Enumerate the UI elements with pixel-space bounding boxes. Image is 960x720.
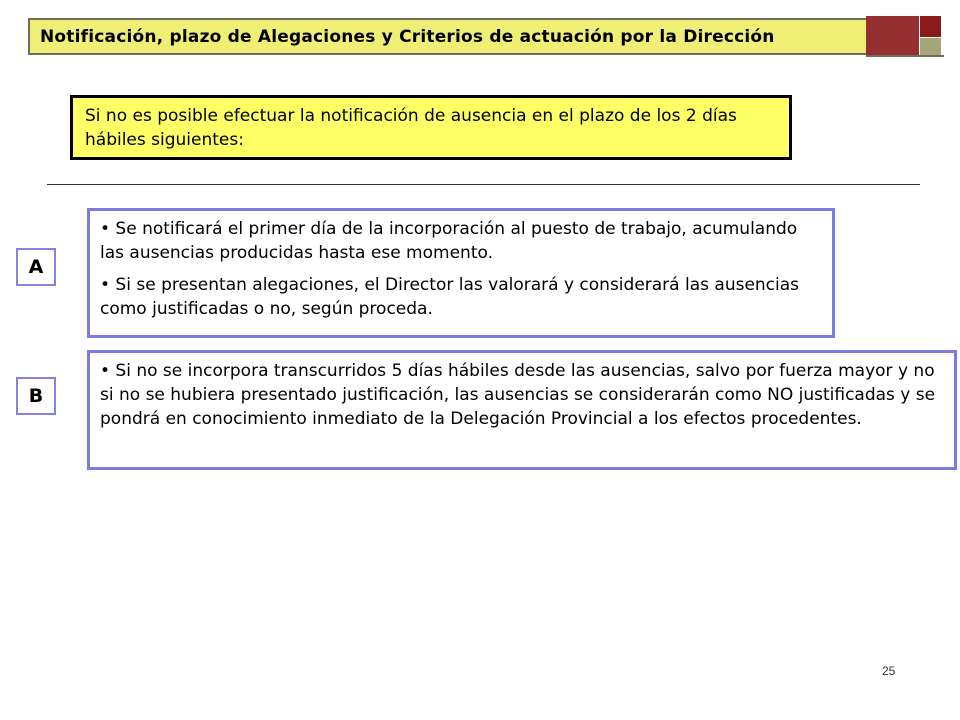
case-b-box (87, 350, 957, 470)
title-bar (28, 18, 866, 55)
case-a-box (87, 208, 835, 338)
slide-title: Notificación, plazo de Alegaciones y Criterios de actuación por la Dirección (40, 27, 775, 47)
case-label-b: B (16, 377, 56, 415)
divider (47, 184, 920, 185)
title-underline (866, 55, 944, 57)
decor-square-olive-top (920, 38, 941, 55)
case-a-bullet: • Se notificará el primer día de la incorporación al puesto de trabajo, acumulando las ausencias producidas hasta ese momento. (100, 219, 798, 263)
decor-square-red-bottom (866, 16, 919, 55)
decor-square-red-top (920, 16, 941, 37)
case-a-bullet: • Si se presentan alegaciones, el Director las valorará y considerará las ausencias como justificadas o no, según proceda. (100, 275, 800, 319)
case-label-a: A (16, 248, 56, 286)
page-number: 25 (882, 664, 896, 678)
intro-text: Si no es posible efectuar la notificación de ausencia en el plazo de los 2 días hábiles siguientes: (85, 106, 737, 150)
case-b-bullet: • Si no se incorpora transcurridos 5 días hábiles desde las ausencias, salvo por fuerza mayor y no si no se hubiera presentado justificación, las ausencias se considerarán como NO justificadas y se pondrá en conocimiento inmediato de la Delegación Provincial a los efectos procedentes. (100, 361, 936, 429)
intro-box (70, 95, 792, 160)
